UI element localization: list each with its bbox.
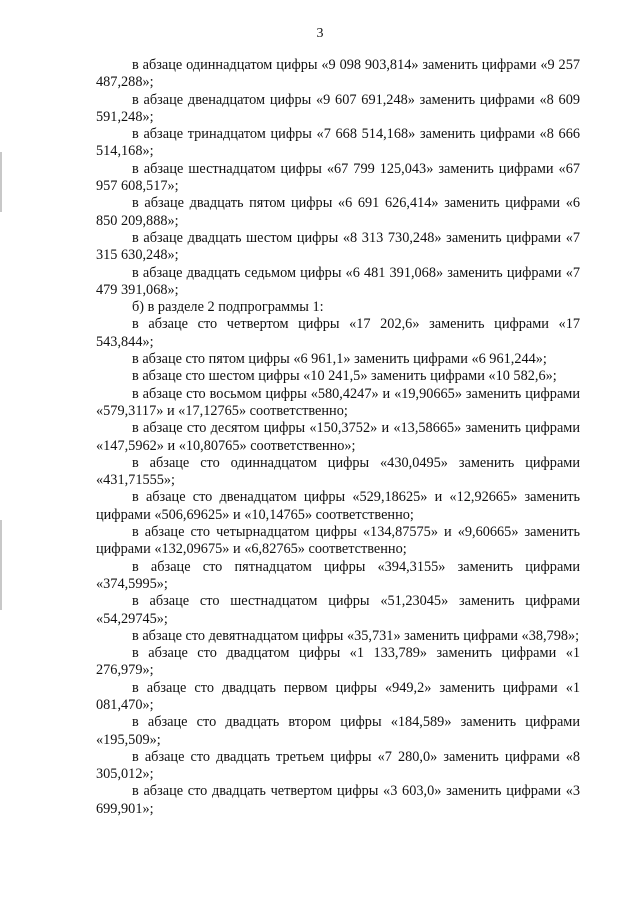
amendment-paragraph: в абзаце сто двенадцатом цифры «529,18625» и «12,92665» заменить цифрами «506,69625» и «10,14765» соответственно; [96, 489, 580, 523]
amendment-paragraph: в абзаце сто четырнадцатом цифры «134,87575» и «9,60665» заменить цифрами «132,09675» и «6,82765» соответственно; [96, 524, 580, 558]
page-number: 3 [316, 26, 324, 41]
amendment-paragraph: в абзаце одиннадцатом цифры «9 098 903,814» заменить цифрами «9 257 487,288»; [96, 57, 580, 91]
amendment-paragraph: в абзаце двадцать пятом цифры «6 691 626,414» заменить цифрами «6 850 209,888»; [96, 195, 580, 229]
amendment-paragraph: в абзаце двадцать седьмом цифры «6 481 391,068» заменить цифрами «7 479 391,068»; [96, 264, 580, 298]
amendment-paragraph: в абзаце сто двадцать втором цифры «184,589» заменить цифрами «195,509»; [96, 714, 580, 748]
amendment-paragraph: в абзаце шестнадцатом цифры «67 799 125,043» заменить цифрами «67 957 608,517»; [96, 160, 580, 195]
section-heading-paragraph: б) в разделе 2 подпрограммы 1: [132, 299, 324, 316]
amendment-paragraph: в абзаце сто одиннадцатом цифры «430,0495» заменить цифрами «431,71555»; [96, 454, 580, 489]
amendment-paragraph: в абзаце сто четвертом цифры «17 202,6» заменить цифрами «17 543,844»; [96, 316, 580, 350]
amendment-paragraph: в абзаце сто восьмом цифры «580,4247» и «19,90665» заменить цифрами «579,3117» и «17,12765» соответственно; [96, 385, 580, 419]
amendment-paragraph: в абзаце двадцать шестом цифры «8 313 730,248» заменить цифрами «7 315 630,248»; [96, 229, 580, 264]
amendment-paragraph: в абзаце сто десятом цифры «150,3752» и «13,58665» заменить цифрами «147,5962» и «10,80765» соответственно»; [96, 420, 580, 454]
amendment-paragraph: в абзаце сто девятнадцатом цифры «35,731» заменить цифрами «38,798»; [132, 627, 580, 644]
amendment-paragraph: в абзаце сто шестом цифры «10 241,5» заменить цифрами «10 582,6»; [132, 368, 557, 385]
amendment-paragraph: в абзаце сто двадцать четвертом цифры «3 603,0» заменить цифрами «3 699,901»; [96, 783, 580, 817]
amendment-paragraph: в абзаце сто двадцать третьем цифры «7 280,0» заменить цифрами «8 305,012»; [96, 748, 580, 783]
amendment-paragraph: в абзаце сто двадцатом цифры «1 133,789» заменить цифрами «1 276,979»; [96, 645, 580, 679]
scan-edge-mark [0, 152, 2, 212]
scan-edge-mark [0, 520, 2, 610]
amendment-paragraph: в абзаце сто шестнадцатом цифры «51,23045» заменить цифрами «54,29745»; [96, 593, 580, 627]
amendment-paragraph: в абзаце сто пятнадцатом цифры «394,3155» заменить цифрами «374,5995»; [96, 558, 580, 592]
document-body [96, 57, 580, 818]
amendment-paragraph: в абзаце двенадцатом цифры «9 607 691,248» заменить цифрами «8 609 591,248»; [96, 91, 580, 125]
amendment-paragraph: в абзаце тринадцатом цифры «7 668 514,168» заменить цифрами «8 666 514,168»; [96, 126, 580, 160]
amendment-paragraph: в абзаце сто двадцать первом цифры «949,2» заменить цифрами «1 081,470»; [96, 679, 580, 713]
amendment-paragraph: в абзаце сто пятом цифры «6 961,1» заменить цифрами «6 961,244»; [132, 351, 547, 368]
